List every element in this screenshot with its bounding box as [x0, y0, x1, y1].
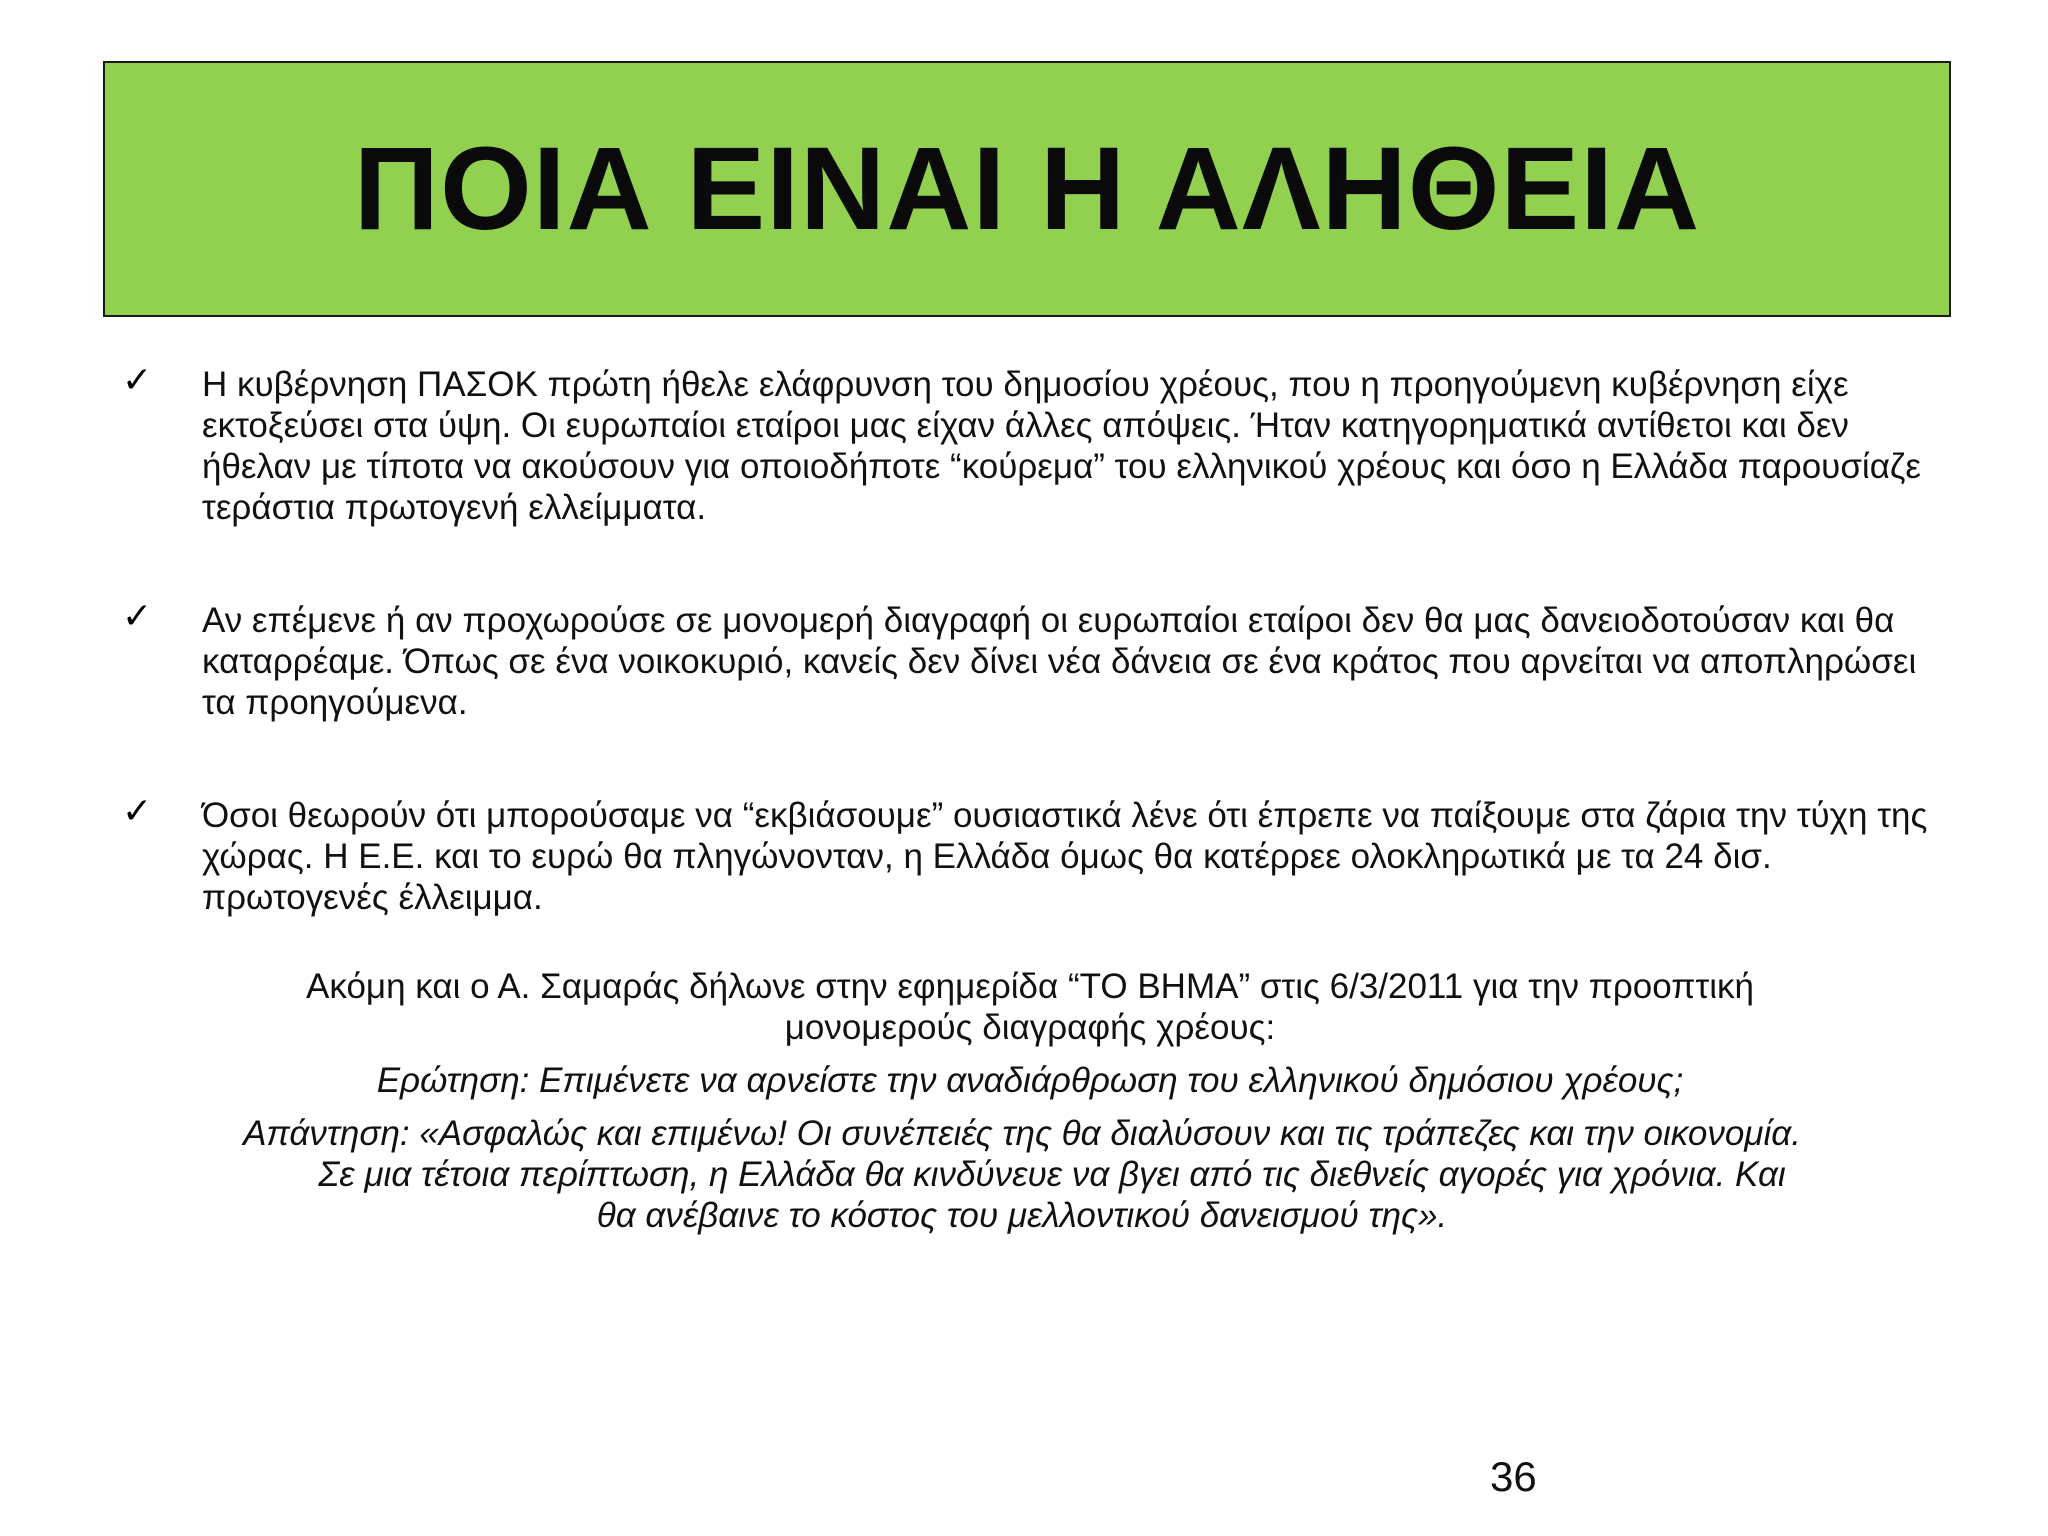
checkmark-icon: ✓	[122, 360, 153, 401]
bullet-item	[118, 360, 1958, 528]
title-banner	[103, 61, 1951, 317]
quote-question: Ερώτηση: Επιμένετε να αρνείστε την αναδιάρθρωση του ελληνικού δημόσιου χρέους;	[376, 1061, 1684, 1100]
quote-answer-line: Απάντηση: «Ασφαλώς και επιμένω! Οι συνέπειές της θα διαλύσουν και τις τράπεζες και την οικονομία.	[243, 1114, 1801, 1153]
bullet-text: Αν επέμενε ή αν προχωρούσε σε μονομερή διαγραφή οι ευρωπαίοι εταίροι δεν θα μας δανειοδοτούσαν και θα καταρρέαμε. Όπως σε ένα νοικοκυριό, κανείς δεν δίνει νέα δάνεια σε ένα κράτος που αρνείται να αποπληρώσει τα προηγούμενα.	[202, 601, 1917, 722]
checkmark-icon: ✓	[122, 791, 153, 832]
bullet-item	[118, 791, 1958, 918]
bullet-text: Όσοι θεωρούν ότι μπορούσαμε να “εκβιάσουμε” ουσιαστικά λένε ότι έπρεπε να παίξουμε στα ζάρια την τύχη της χώρας. Η Ε.Ε. και το ευρώ θα πληγώνονταν, η Ελλάδα όμως θα κατέρρεε ολοκληρωτικά με τα 24 δισ. πρωτογενές έλλειμμα.	[202, 796, 1928, 917]
quote-answer-line: θα ανέβαινε το κόστος του μελλοντικού δανεισμού της».	[596, 1196, 1448, 1235]
checkmark-icon: ✓	[122, 596, 153, 637]
bullet-list	[118, 360, 1958, 918]
bullet-text: Η κυβέρνηση ΠΑΣΟΚ πρώτη ήθελε ελάφρυνση του δημοσίου χρέους, που η προηγούμενη κυβέρνηση είχε εκτοξεύσει στα ύψη. Οι ευρωπαίοι εταίροι μας είχαν άλλες απόψεις. Ήταν κατηγορηματικά αντίθετοι και δεν ήθελαν με τίποτα να ακούσουν για οποιοδήποτε “κούρεμα” του ελληνικού χρέους και όσο η Ελλάδα παρουσίαζε τεράστια πρωτογενή ελλείμματα.	[202, 365, 1921, 527]
quote-answer-line: Σε μια τέτοια περίπτωση, η Ελλάδα θα κινδύνευε να βγει από τις διεθνείς αγορές για χρόνια. Και	[318, 1155, 1786, 1194]
page-number: 36	[1490, 1453, 1537, 1500]
slide-title: ΠΟΙΑ ΕΙΝΑΙ Η ΑΛΗΘΕΙΑ	[353, 123, 1701, 255]
quote-block	[120, 966, 1940, 1236]
quote-answer	[120, 1113, 1940, 1236]
bullet-item	[118, 596, 1958, 723]
quote-intro: Ακόμη και ο Α. Σαμαράς δήλωνε στην εφημερίδα “ΤΟ ΒΗΜΑ” στις 6/3/2011 για την προοπτική μονομερούς διαγραφής χρέους:	[306, 967, 1754, 1047]
